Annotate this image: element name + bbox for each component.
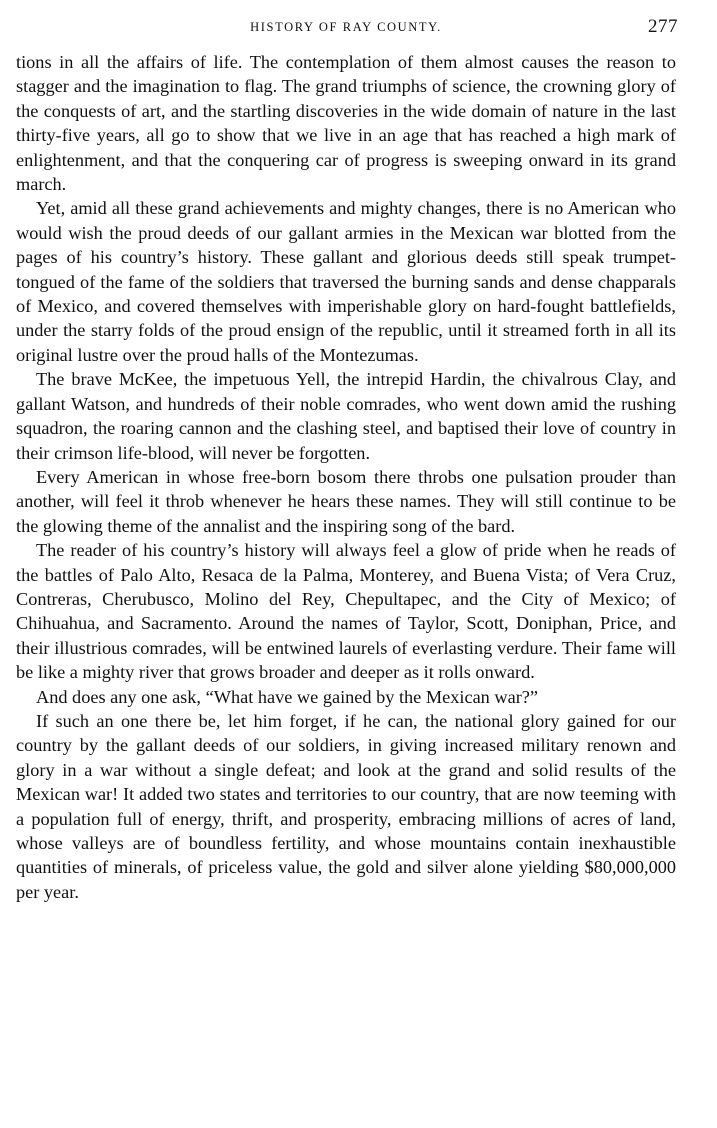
paragraph-battles: The reader of his country’s history will always feel a glow of pride when he reads of the battles of Palo Alto, Resaca de la Palma, Monterey, and Buena Vista; of Vera Cruz, Contreras, Cherubusco, Molino del Rey, Chepultapec, and the City of Mexico; of Chihuahua, and Sacramento. Around the names of Taylor, Scott, Doniphan, Price, and their illustrious comrades, will be entwined laurels of everlasting verdure. Their fame will be like a mighty river that grows broader and deeper as it rolls onward. <box>16 540 676 683</box>
paragraph-question: And does any one ask, “What have we gained by the Mexican war?” <box>36 686 539 707</box>
running-title: HISTORY OF RAY COUNTY. <box>250 20 442 34</box>
body-text <box>16 50 676 904</box>
paragraph-heroes: The brave McKee, the impetuous Yell, the intrepid Hardin, the chivalrous Clay, and gallant Watson, and hundreds of their noble comrades, who went down amid the rushing squadron, the roaring cannon and the clashing steel, and baptised their love of country in their crimson life-blood, will never be forgotten. <box>16 369 676 463</box>
page-number: 277 <box>648 16 678 37</box>
paragraph-continuation: tions in all the affairs of life. The contemplation of them almost causes the reason to stagger and the imagination to flag. The grand triumphs of science, the crowning glory of the conquests of art, and the startling discoveries in the wide domain of nature in the last thirty-five years, all go to show that we live in an age that has reached a high mark of enlightenment, and that the conquering car of progress is sweeping onward in its grand march. <box>16 52 676 195</box>
paragraph-results: If such an one there be, let him forget, if he can, the national glory gained for our country by the gallant deeds of our soldiers, in giving increased military renown and glory in a war without a single defeat; and look at the grand and solid results of the Mexican war! It added two states and territories to our country, that are now teeming with a population full of energy, thrift, and prosperity, embracing millions of acres of land, whose valleys are of boundless fertility, and whose mountains contain inexhaustible quantities of minerals, of priceless value, the gold and silver alone yielding $80,000,000 per year. <box>16 710 676 902</box>
paragraph-mexican-war-deeds: Yet, amid all these grand achievements and mighty changes, there is no American who would wish the proud deeds of our gallant armies in the Mexican war blotted from the pages of his country’s history. These gallant and glorious deeds still speak trumpet-tongued of the fame of the soldiers that traversed the burning sands and dense chapparals of Mexico, and covered themselves with imperishable glory on hard-fought battlefields, under the starry folds of the proud ensign of the republic, until it streamed forth in all its original lustre over the proud halls of the Montezumas. <box>16 198 676 365</box>
book-page <box>16 14 676 904</box>
running-header <box>16 14 676 44</box>
paragraph-american-pride: Every American in whose free-born bosom there throbs one pulsation prouder than another, will feel it throb whenever he hears these names. They will still continue to be the glowing theme of the annalist and the inspiring song of the bard. <box>16 466 676 536</box>
